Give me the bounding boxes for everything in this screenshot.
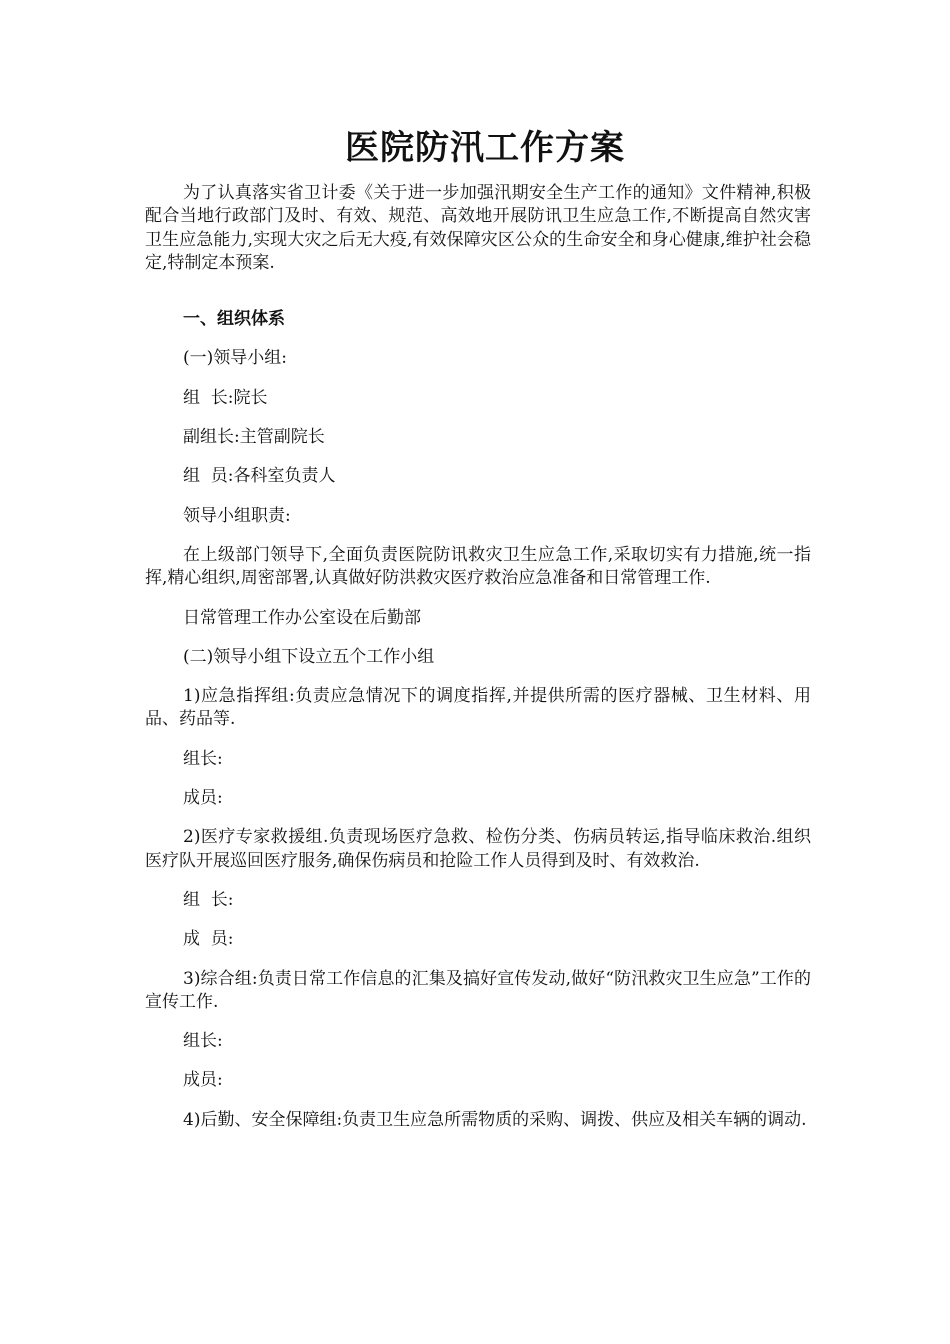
document-body: [145, 182, 811, 1132]
group-3-members: 成员:: [183, 1070, 223, 1091]
group-4-paragraph: 4)后勤、安全保障组:负责卫生应急所需物质的采购、调拨、供应及相关车辆的调动.: [183, 1109, 807, 1130]
section-heading-organization: 一、组织体系: [183, 309, 285, 330]
group-1-members: 成员:: [183, 788, 223, 809]
deputy-leader-line: 副组长:主管副院长: [183, 427, 325, 448]
group-1-paragraph: 1)应急指挥组:负责应急情况下的调度指挥,并提供所需的医疗器械、卫生材料、用品、药品等.: [145, 686, 811, 730]
members-line: 组 员:各科室负责人: [183, 466, 336, 487]
document-title: 医院防汛工作方案: [345, 128, 625, 168]
subsection-leadership-group: (一)领导小组:: [183, 348, 287, 369]
office-location-line: 日常管理工作办公室设在后勤部: [183, 607, 421, 628]
group-3-paragraph: 3)综合组:负责日常工作信息的汇集及搞好宣传发动,做好“防汛救灾卫生应急”工作的宣传工作.: [145, 968, 811, 1012]
duties-paragraph: 在上级部门领导下,全面负责医院防讯救灾卫生应急工作,采取切实有力措施,统一指挥,精心组织,周密部署,认真做好防洪救灾医疗救治应急准备和日常管理工作.: [145, 544, 811, 589]
group-2-paragraph: 2)医疗专家救援组.负责现场医疗急救、检伤分类、伤病员转运,指导临床救治.组织医疗队开展巡回医疗服务,确保伤病员和抢险工作人员得到及时、有效救治.: [145, 827, 811, 871]
group-2-members: 成 员:: [183, 929, 234, 950]
intro-paragraph: 为了认真落实省卫计委《关于进一步加强汛期安全生产工作的通知》文件精神,积极配合当地行政部门及时、有效、规范、高效地开展防讯卫生应急工作,不断提高自然灾害卫生应急能力,实现大灾之后无大疫,有效保障灾区公众的生命安全和身心健康,维护社会稳定,特制定本预案.: [145, 183, 811, 273]
leader-line: 组 长:院长: [183, 387, 268, 408]
group-2-leader: 组 长:: [183, 889, 234, 910]
subsection-working-groups: (二)领导小组下设立五个工作小组: [183, 646, 435, 667]
group-3-leader: 组长:: [183, 1031, 223, 1052]
group-1-leader: 组长:: [183, 748, 223, 769]
duties-heading: 领导小组职责:: [183, 505, 291, 526]
